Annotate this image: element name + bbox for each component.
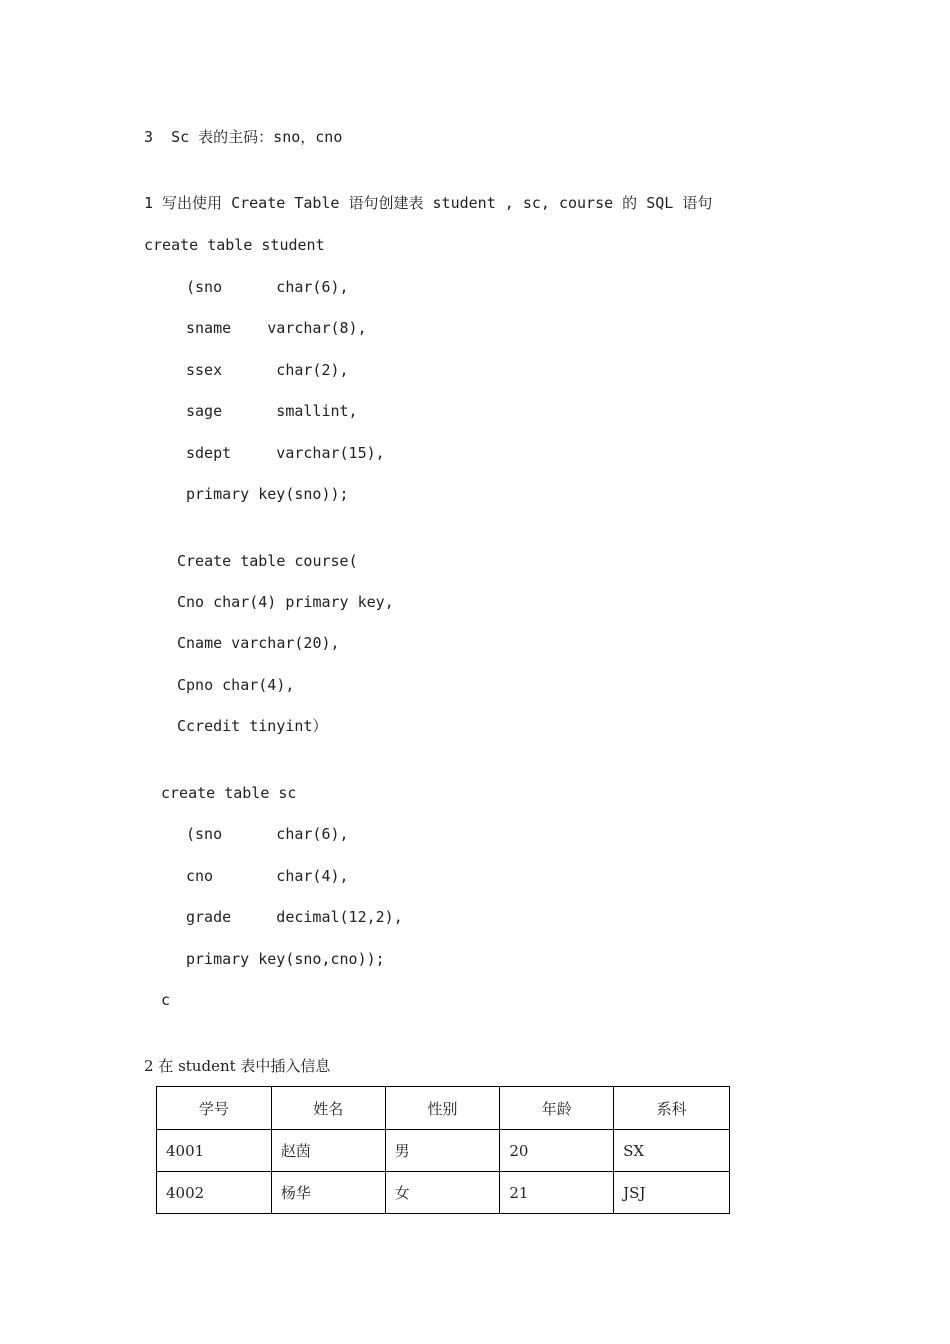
primary-key-note: 3 Sc 表的主码：sno，cno [144,128,343,146]
sc-primary-key: primary key(sno,cno)); [186,950,385,968]
table-cell: 男 [385,1130,500,1172]
question-1-title: 1 写出使用 Create Table 语句创建表 student , sc, course 的 SQL 语句 [144,194,713,212]
student-info-table [156,1086,730,1214]
table-cell: 4001 [157,1130,272,1172]
course-column-ccredit: Ccredit tinyint） [177,717,328,735]
table-row [157,1172,730,1214]
table-cell: SX [614,1130,730,1172]
course-column-cpno: Cpno char(4), [177,676,295,694]
sc-column-sno: (sno char(6), [186,825,349,843]
header-cell-name: 姓名 [271,1087,385,1130]
question-2-title: 2 在 student 表中插入信息 [144,1057,331,1075]
table-cell: 杨华 [271,1172,385,1214]
stray-character: c [161,991,171,1009]
sc-column-cno: cno char(4), [186,867,349,885]
course-column-cname: Cname varchar(20), [177,634,340,652]
table-cell: 赵茵 [271,1130,385,1172]
table-cell: 女 [385,1172,500,1214]
student-primary-key: primary key(sno)); [186,485,349,503]
student-column-ssex: ssex char(2), [186,361,349,379]
student-column-sage: sage smallint, [186,402,358,420]
sc-column-grade: grade decimal(12,2), [186,908,403,926]
header-cell-age: 年龄 [500,1087,614,1130]
header-cell-student-id: 学号 [157,1087,272,1130]
student-create-statement: create table student [144,236,325,254]
student-column-sname: sname varchar(8), [186,319,367,337]
course-create-statement: Create table course( [177,552,358,570]
table-header-row [157,1087,730,1130]
header-cell-sex: 性别 [385,1087,500,1130]
header-cell-department: 系科 [614,1087,730,1130]
table-cell: 20 [500,1130,614,1172]
course-column-cno: Cno char(4) primary key, [177,593,394,611]
student-column-sno: (sno char(6), [186,278,349,296]
table-cell: 4002 [157,1172,272,1214]
sc-create-statement: create table sc [161,784,297,802]
table-cell: 21 [500,1172,614,1214]
student-column-sdept: sdept varchar(15), [186,444,385,462]
table-cell: JSJ [614,1172,730,1214]
table-row [157,1130,730,1172]
